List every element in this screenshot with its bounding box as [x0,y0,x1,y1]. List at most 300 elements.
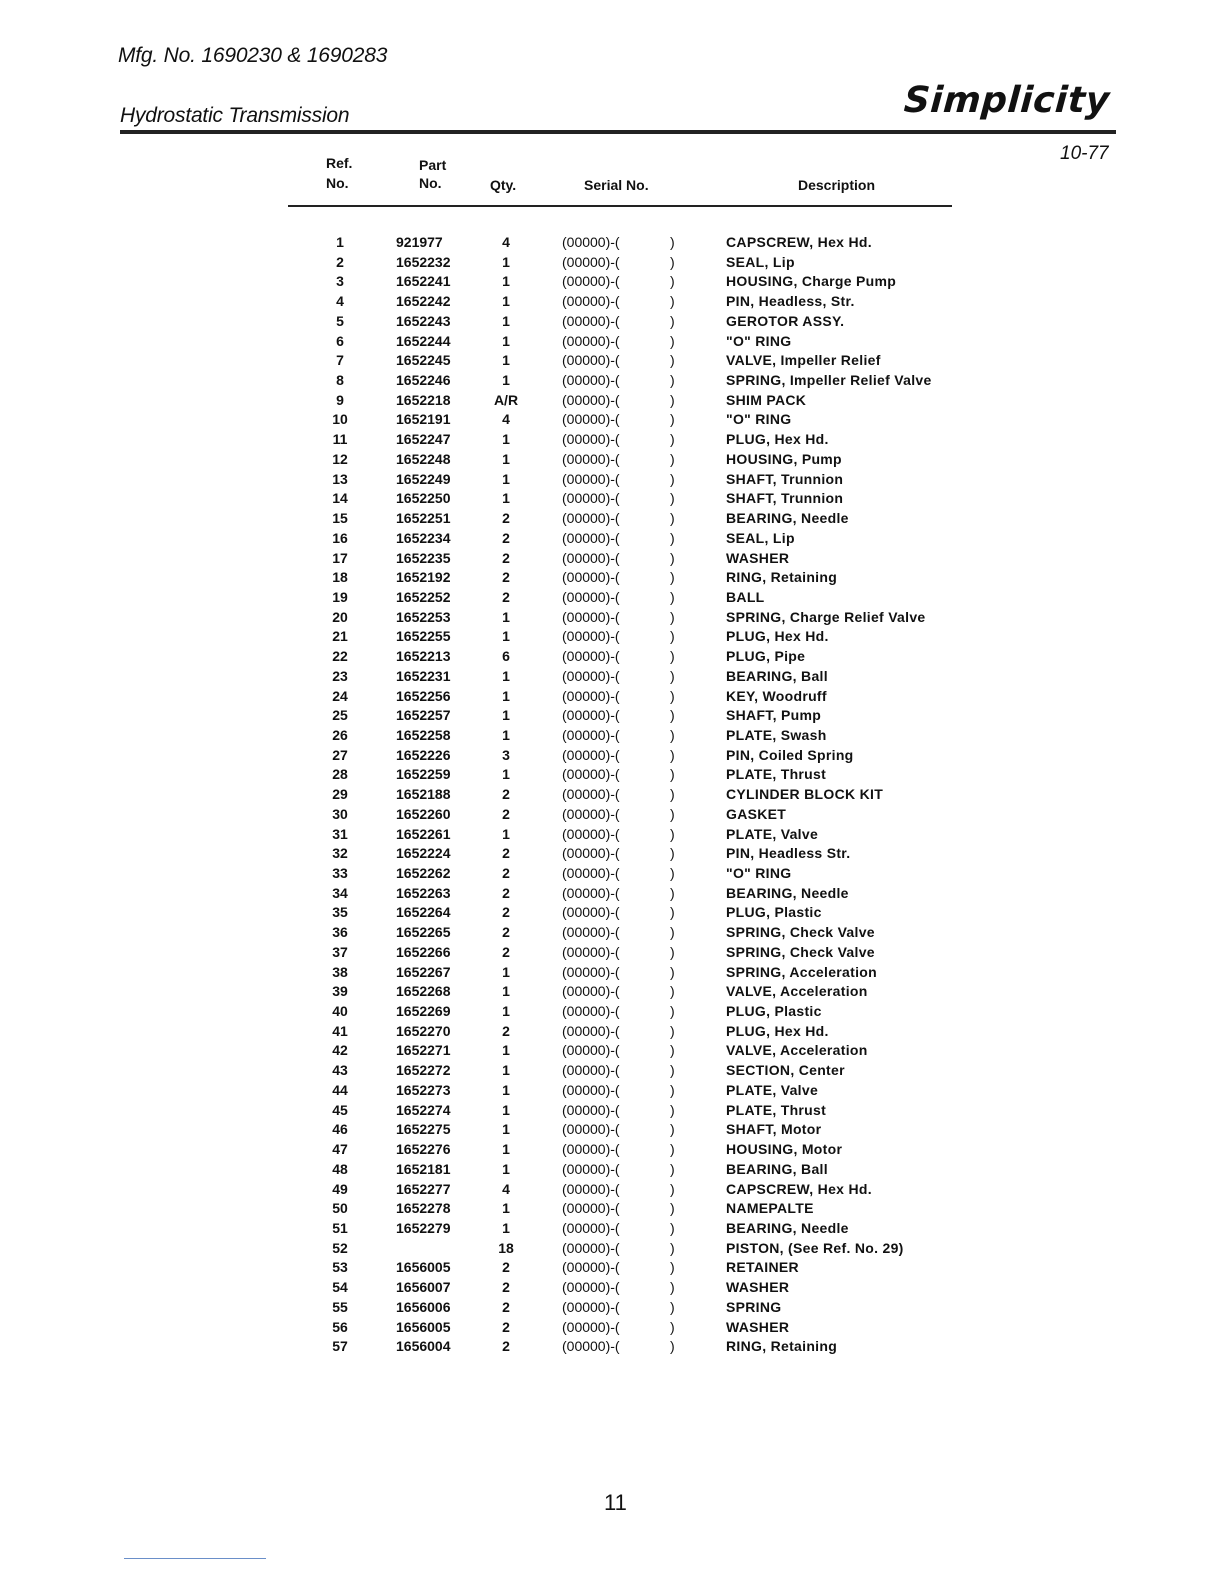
cell-desc: RING, Retaining [726,1338,838,1355]
cell-part: 1652267 [396,963,451,980]
cell-part: 1652268 [396,983,451,1000]
cell-part: 1652242 [396,293,451,310]
cell-paren: ) [670,490,675,507]
cell-ref: 5 [336,312,344,329]
cell-part: 1652252 [396,588,451,605]
cell-paren: ) [670,884,675,901]
table-row [0,312,1224,332]
cell-qty: 1 [502,1042,510,1059]
cell-ref: 57 [332,1338,348,1355]
cell-qty: 1 [502,628,510,645]
cell-part: 1652253 [396,608,451,625]
cell-part: 1652264 [396,904,451,921]
cell-part: 1652269 [396,1003,451,1020]
cell-paren: ) [670,312,675,329]
cell-part: 1652241 [396,273,451,290]
cell-desc: WASHER [726,1318,790,1335]
cell-qty: 6 [502,648,510,665]
cell-qty: 2 [502,943,510,960]
cell-part: 1652245 [396,352,451,369]
cell-part: 1652270 [396,1022,451,1039]
table-row [0,923,1224,943]
cell-paren: ) [670,1160,675,1177]
cell-ref: 46 [332,1121,348,1138]
cell-part: 1656006 [396,1298,451,1315]
cell-ref: 38 [332,963,348,980]
cell-paren: ) [670,1259,675,1276]
table-row [0,430,1224,450]
cell-ref: 56 [332,1318,348,1335]
table-row [0,726,1224,746]
cell-serial: (00000)-( [562,293,620,310]
cell-serial: (00000)-( [562,332,620,349]
manufacturer-number: Mfg. No. 1690230 & 1690283 [118,44,388,67]
table-row [0,1041,1224,1061]
table-row [0,647,1224,667]
cell-desc: PLATE, Swash [726,726,827,743]
cell-qty: 2 [502,569,510,586]
table-row [0,765,1224,785]
cell-serial: (00000)-( [562,1141,620,1158]
cell-ref: 42 [332,1042,348,1059]
cell-paren: ) [670,588,675,605]
cell-paren: ) [670,1298,675,1315]
cell-part: 1652266 [396,943,451,960]
cell-ref: 9 [336,391,344,408]
table-row [0,1101,1224,1121]
cell-ref: 13 [332,470,348,487]
table-row [0,1160,1224,1180]
cell-desc: SHAFT, Pump [726,707,822,724]
cell-paren: ) [670,1003,675,1020]
cell-desc: SHAFT, Trunnion [726,470,844,487]
cell-qty: 4 [502,411,510,428]
table-row [0,864,1224,884]
cell-desc: PLATE, Valve [726,825,819,842]
cell-serial: (00000)-( [562,786,620,803]
table-row [0,470,1224,490]
table-row [0,1120,1224,1140]
cell-paren: ) [670,293,675,310]
table-row [0,982,1224,1002]
cell-desc: HOUSING, Motor [726,1141,843,1158]
cell-ref: 43 [332,1062,348,1079]
cell-serial: (00000)-( [562,1318,620,1335]
cell-desc: RETAINER [726,1259,799,1276]
cell-paren: ) [670,963,675,980]
cell-part: 1652232 [396,253,451,270]
cell-paren: ) [670,510,675,527]
cell-ref: 35 [332,904,348,921]
table-row [0,489,1224,509]
col-header-part-1: Part [419,157,447,173]
cell-serial: (00000)-( [562,1239,620,1256]
cell-serial: (00000)-( [562,569,620,586]
cell-serial: (00000)-( [562,1101,620,1118]
cell-serial: (00000)-( [562,924,620,941]
cell-ref: 4 [336,293,344,310]
cell-qty: 2 [502,845,510,862]
cell-paren: ) [670,786,675,803]
table-row [0,450,1224,470]
cell-paren: ) [670,1200,675,1217]
cell-paren: ) [670,1338,675,1355]
cell-paren: ) [670,234,675,250]
cell-ref: 19 [332,588,348,605]
cell-ref: 8 [336,372,344,389]
cell-paren: ) [670,1180,675,1197]
cell-part: 1652250 [396,490,451,507]
cell-qty: 1 [502,963,510,980]
cell-paren: ) [670,825,675,842]
cell-part: 1652275 [396,1121,451,1138]
cell-qty: 1 [502,726,510,743]
cell-part: 1656004 [396,1338,451,1355]
cell-part: 1652256 [396,687,451,704]
cell-ref: 16 [332,529,348,546]
cell-serial: (00000)-( [562,963,620,980]
cell-serial: (00000)-( [562,510,620,527]
cell-part: 1652248 [396,450,451,467]
table-row [0,391,1224,411]
cell-serial: (00000)-( [562,1081,620,1098]
cell-qty: 2 [502,865,510,881]
cell-qty: 2 [502,1338,510,1355]
table-row [0,1199,1224,1219]
cell-qty: 1 [502,1160,510,1177]
cell-qty: 1 [502,1062,510,1079]
cell-desc: BEARING, Needle [726,884,849,901]
cell-part: 1652243 [396,312,451,329]
cell-serial: (00000)-( [562,234,620,250]
cell-ref: 24 [332,687,348,704]
cell-serial: (00000)-( [562,1160,620,1177]
cell-desc: CYLINDER BLOCK KIT [726,786,884,803]
cell-paren: ) [670,569,675,586]
col-header-description: Description [798,177,876,193]
cell-desc: WASHER [726,1279,790,1296]
table-row [0,706,1224,726]
cell-desc: "O" RING [726,865,792,881]
cell-desc: PLUG, Plastic [726,904,822,921]
cell-part: 1652260 [396,805,451,822]
cell-serial: (00000)-( [562,372,620,389]
cell-paren: ) [670,391,675,408]
cell-ref: 47 [332,1141,348,1158]
table-row [0,272,1224,292]
cell-serial: (00000)-( [562,312,620,329]
table-row [0,1081,1224,1101]
cell-qty: 1 [502,431,510,448]
cell-serial: (00000)-( [562,1042,620,1059]
cell-qty: 1 [502,1101,510,1118]
cell-part: 921977 [396,234,443,250]
col-header-qty: Qty. [490,177,517,193]
table-row [0,1258,1224,1278]
table-row [0,332,1224,352]
cell-paren: ) [670,450,675,467]
cell-ref: 30 [332,805,348,822]
cell-qty: 1 [502,825,510,842]
cell-part: 1652235 [396,549,451,566]
cell-ref: 40 [332,1003,348,1020]
cell-ref: 53 [332,1259,348,1276]
cell-paren: ) [670,924,675,941]
cell-ref: 6 [336,332,344,349]
cell-ref: 27 [332,746,348,763]
cell-ref: 41 [332,1022,348,1039]
cell-ref: 39 [332,983,348,1000]
cell-serial: (00000)-( [562,1062,620,1079]
table-row [0,943,1224,963]
cell-serial: (00000)-( [562,352,620,369]
cell-part: 1652274 [396,1101,451,1118]
cell-ref: 37 [332,943,348,960]
cell-desc: PLUG, Hex Hd. [726,1022,829,1039]
cell-desc: PIN, Headless Str. [726,845,851,862]
cell-qty: 2 [502,904,510,921]
cell-qty: 1 [502,1121,510,1138]
cell-desc: PLATE, Thrust [726,766,827,783]
cell-paren: ) [670,411,675,428]
cell-ref: 26 [332,726,348,743]
cell-desc: SPRING, Impeller Relief Valve [726,372,932,389]
cell-paren: ) [670,865,675,881]
cell-qty: 2 [502,924,510,941]
cell-serial: (00000)-( [562,983,620,1000]
cell-qty: 18 [498,1239,514,1256]
cell-part: 1652218 [396,391,451,408]
cell-paren: ) [670,943,675,960]
cell-qty: 2 [502,805,510,822]
cell-desc: SECTION, Center [726,1062,845,1079]
cell-qty: 1 [502,608,510,625]
cell-ref: 11 [332,431,348,448]
cell-qty: 2 [502,1022,510,1039]
cell-qty: 2 [502,786,510,803]
cell-serial: (00000)-( [562,588,620,605]
cell-serial: (00000)-( [562,470,620,487]
cell-desc: SHAFT, Trunnion [726,490,844,507]
table-row [0,233,1224,253]
table-row [0,667,1224,687]
cell-desc: NAMEPALTE [726,1200,814,1217]
cell-ref: 25 [332,707,348,724]
cell-desc: PIN, Coiled Spring [726,746,854,763]
cell-ref: 50 [332,1200,348,1217]
cell-paren: ) [670,1081,675,1098]
cell-qty: 2 [502,549,510,566]
cell-part: 1652224 [396,845,451,862]
cell-qty: 2 [502,1318,510,1335]
cell-part: 1652244 [396,332,451,349]
cell-qty: 4 [502,1180,510,1197]
cell-desc: SEAL, Lip [726,253,795,270]
cell-paren: ) [670,726,675,743]
cell-serial: (00000)-( [562,648,620,665]
cell-qty: 2 [502,1259,510,1276]
cell-serial: (00000)-( [562,904,620,921]
cell-desc: BEARING, Needle [726,510,849,527]
cell-desc: BEARING, Ball [726,667,828,684]
cell-desc: VALVE, Acceleration [726,1042,868,1059]
cell-qty: 2 [502,884,510,901]
cell-serial: (00000)-( [562,825,620,842]
cell-serial: (00000)-( [562,391,620,408]
cell-part: 1652261 [396,825,451,842]
col-header-ref-2: No. [326,175,349,191]
table-row [0,1002,1224,1022]
cell-paren: ) [670,1141,675,1158]
cell-part: 1652265 [396,924,451,941]
cell-part: 1652259 [396,766,451,783]
table-row [0,351,1224,371]
cell-qty: 1 [502,1081,510,1098]
cell-part: 1652192 [396,569,451,586]
cell-qty: 2 [502,1298,510,1315]
cell-paren: ) [670,1318,675,1335]
cell-ref: 55 [332,1298,348,1315]
cell-serial: (00000)-( [562,667,620,684]
table-row [0,687,1224,707]
cell-ref: 7 [336,352,344,369]
table-row [0,292,1224,312]
cell-paren: ) [670,549,675,566]
cell-desc: BEARING, Ball [726,1160,828,1177]
table-row [0,805,1224,825]
col-header-part-2: No. [419,175,442,191]
table-row [0,1022,1224,1042]
cell-serial: (00000)-( [562,805,620,822]
cell-ref: 48 [332,1160,348,1177]
table-row [0,1219,1224,1239]
cell-paren: ) [670,431,675,448]
cell-desc: PLUG, Pipe [726,648,806,665]
cell-paren: ) [670,1062,675,1079]
cell-qty: 1 [502,372,510,389]
cell-qty: 1 [502,312,510,329]
cell-ref: 23 [332,667,348,684]
cell-serial: (00000)-( [562,1003,620,1020]
page-title: Hydrostatic Transmission [120,104,350,127]
cell-paren: ) [670,746,675,763]
cell-serial: (00000)-( [562,253,620,270]
cell-desc: SPRING, Charge Relief Valve [726,608,926,625]
cell-part: 1652263 [396,884,451,901]
cell-ref: 21 [332,628,348,645]
cell-serial: (00000)-( [562,1279,620,1296]
cell-qty: 4 [502,234,510,250]
cell-part: 1652246 [396,372,451,389]
cell-part: 1652191 [396,411,451,428]
cell-ref: 17 [332,549,348,566]
cell-part: 1652231 [396,667,451,684]
table-row [0,1180,1224,1200]
cell-serial: (00000)-( [562,1022,620,1039]
cell-paren: ) [670,628,675,645]
cell-desc: SPRING, Acceleration [726,963,877,980]
table-row [0,903,1224,923]
table-row [0,1298,1224,1318]
cell-qty: 1 [502,490,510,507]
cell-serial: (00000)-( [562,549,620,566]
cell-ref: 22 [332,648,348,665]
cell-desc: BALL [726,588,765,605]
cell-qty: 1 [502,707,510,724]
cell-qty: A/R [493,391,519,408]
cell-part: 1652226 [396,746,451,763]
cell-paren: ) [670,332,675,349]
cell-paren: ) [670,1101,675,1118]
col-header-ref-1: Ref. [326,155,353,171]
table-row [0,608,1224,628]
cell-desc: GASKET [726,805,787,822]
cell-desc: "O" RING [726,332,792,349]
cell-part: 1652181 [396,1160,451,1177]
cell-part: 1652273 [396,1081,451,1098]
cell-serial: (00000)-( [562,845,620,862]
cell-ref: 33 [332,865,348,881]
cell-ref: 49 [332,1180,348,1197]
cell-serial: (00000)-( [562,726,620,743]
cell-serial: (00000)-( [562,1200,620,1217]
cell-desc: BEARING, Needle [726,1219,849,1236]
cell-ref: 14 [332,490,348,507]
cell-part: 1656005 [396,1259,451,1276]
cell-serial: (00000)-( [562,490,620,507]
cell-desc: SPRING [726,1298,782,1315]
cell-ref: 36 [332,924,348,941]
cell-qty: 1 [502,332,510,349]
cell-ref: 52 [332,1239,348,1256]
cell-ref: 15 [332,510,348,527]
table-row [0,785,1224,805]
cell-paren: ) [670,845,675,862]
cell-ref: 2 [336,253,344,270]
cell-desc: WASHER [726,549,790,566]
table-row [0,529,1224,549]
table-row [0,1337,1224,1357]
cell-part: 1656007 [396,1279,451,1296]
table-row [0,825,1224,845]
cell-qty: 2 [502,1279,510,1296]
cell-qty: 1 [502,352,510,369]
cell-paren: ) [670,805,675,822]
cell-qty: 1 [502,667,510,684]
cell-qty: 1 [502,766,510,783]
cell-desc: PLUG, Plastic [726,1003,822,1020]
cell-serial: (00000)-( [562,608,620,625]
cell-desc: GEROTOR ASSY. [726,312,845,329]
col-header-serial: Serial No. [584,177,649,193]
cell-serial: (00000)-( [562,687,620,704]
cell-paren: ) [670,766,675,783]
cell-desc: PLATE, Thrust [726,1101,827,1118]
table-row [0,746,1224,766]
cell-qty: 1 [502,1200,510,1217]
cell-serial: (00000)-( [562,865,620,881]
cell-serial: (00000)-( [562,431,620,448]
brand-logo: Simplicity [902,80,1112,121]
cell-part: 1652279 [396,1219,451,1236]
cell-desc: SEAL, Lip [726,529,795,546]
cell-paren: ) [670,904,675,921]
table-row [0,884,1224,904]
table-row [0,1061,1224,1081]
cell-paren: ) [670,352,675,369]
cell-ref: 1 [336,234,344,250]
cell-paren: ) [670,1022,675,1039]
